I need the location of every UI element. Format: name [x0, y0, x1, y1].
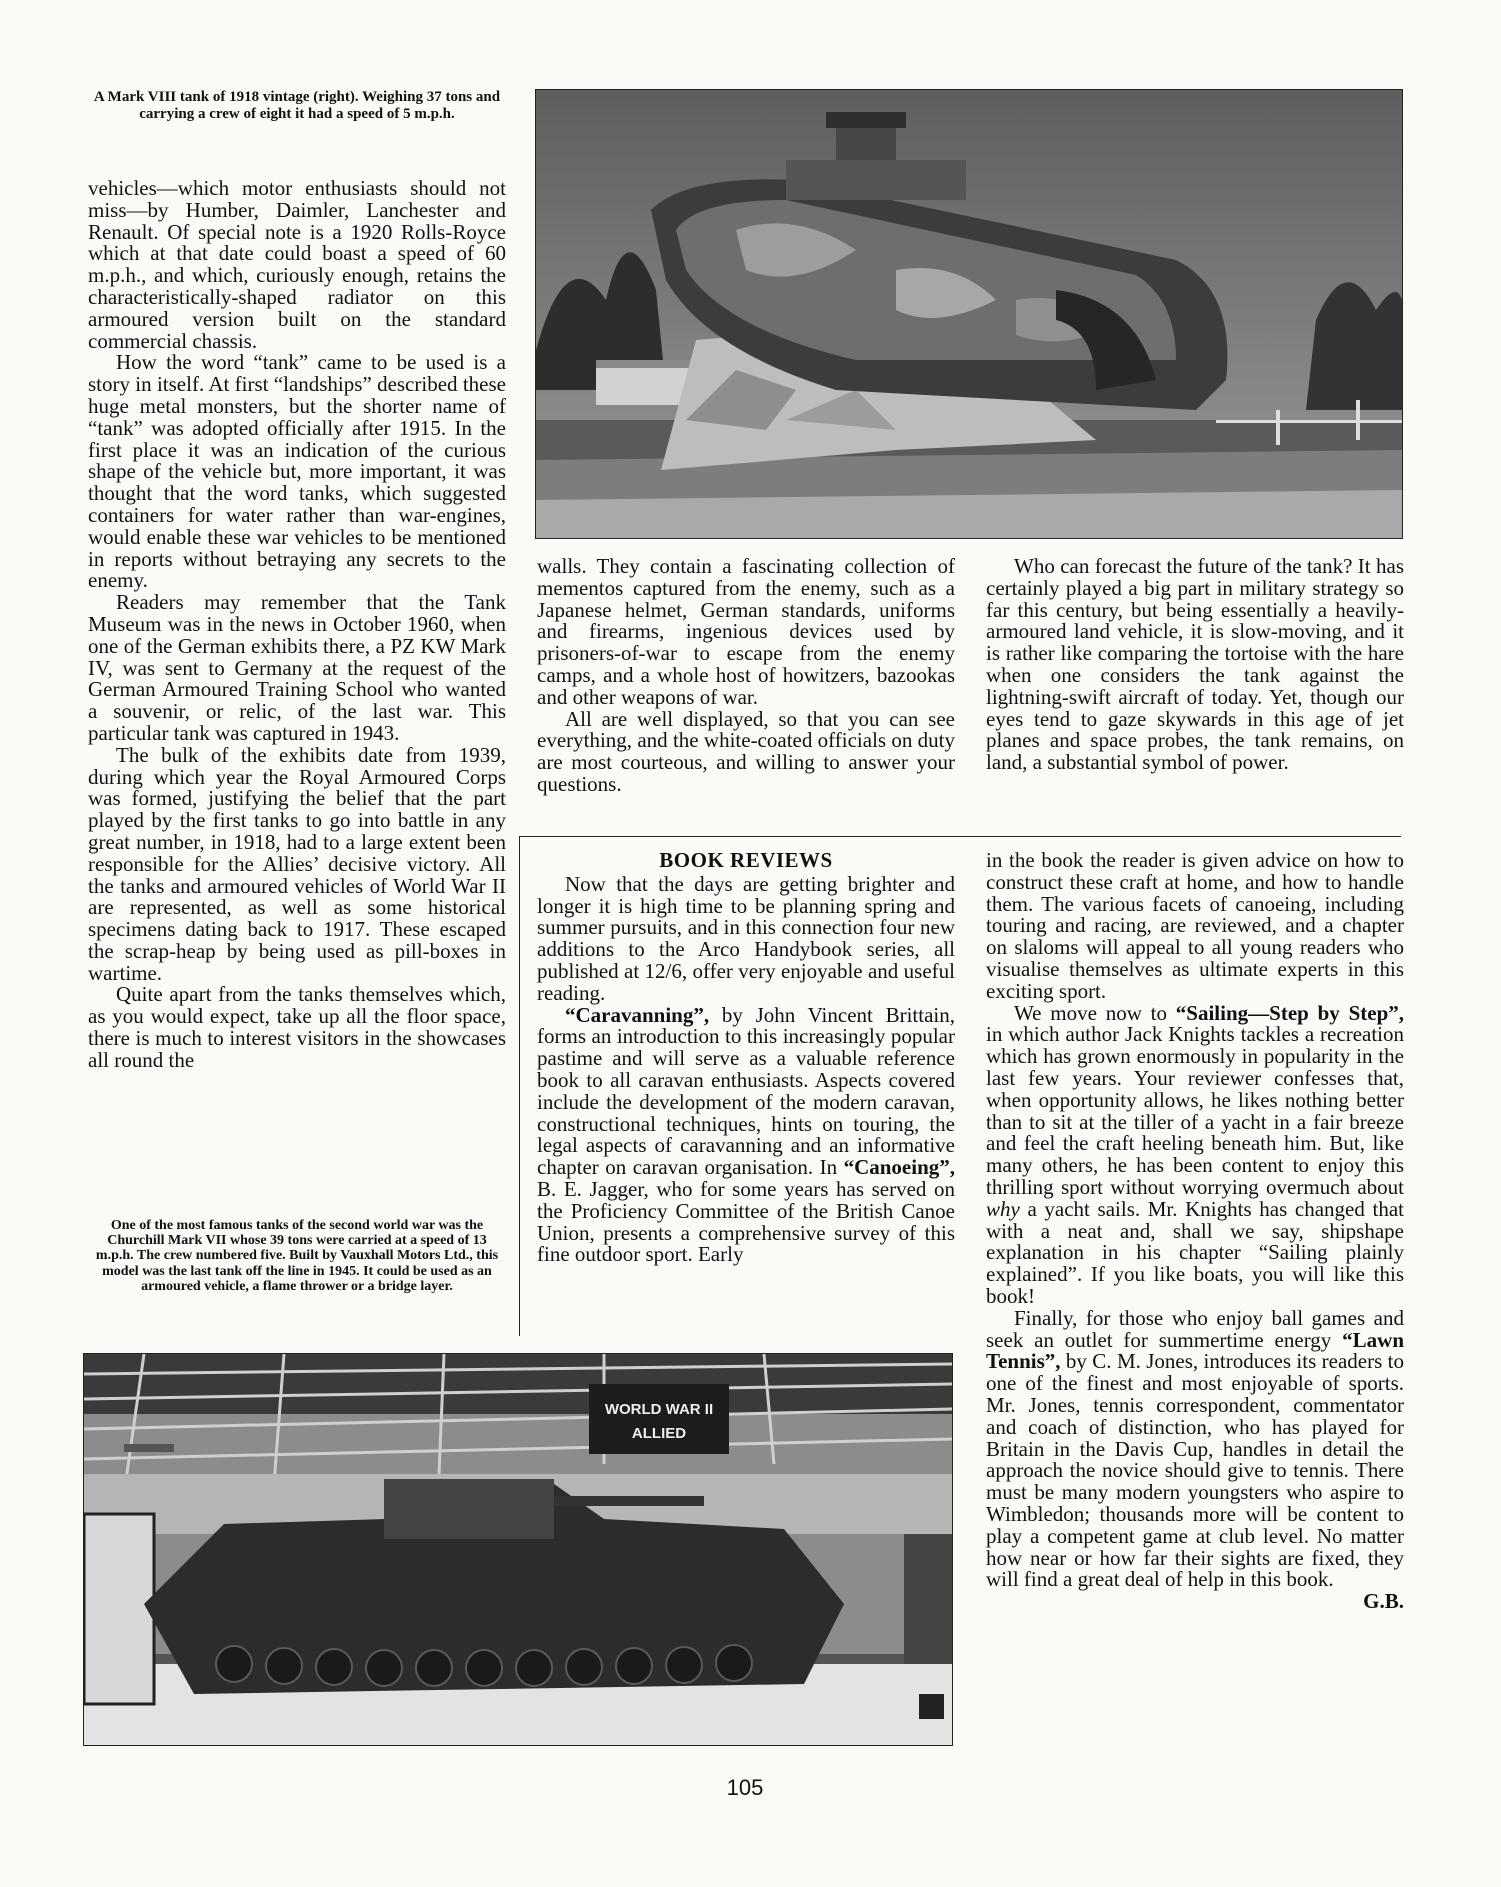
reviewer-signature: G.B.	[1363, 1589, 1404, 1614]
book-title: “Caravanning”,	[565, 1002, 710, 1027]
article-column-3	[986, 556, 1404, 774]
book-title: “Lawn Tennis”,	[986, 1327, 1404, 1374]
review-paragraph-caravanning: “Caravanning”, by John Vincent Brittain, forms an introduction to this increasingly popular pastime and will serve as a valuable reference book to all caravan enthusiasts. Aspects covered include the development of the modern caravan, constructional techniques, hints on touring, the legal aspects of caravanning and an informative chapter on caravan organisation. In “Canoeing”, B. E. Jagger, who for some years has served on the Proficiency Committee of the British Canoe Union, presents a comprehensive survey of this fine outdoor sport. Early	[537, 1002, 955, 1267]
churchill-caption: One of the most famous tanks of the second world war was the Churchill Mark VII whose 39 tons were carried at a speed of 13 m.p.h. The crew numbered five. Built by Vauxhall Motors Ltd., this model was the last tank off the line in 1945. It could be used as an armoured vehicle, a flame thrower or a bridge layer.	[95, 1218, 499, 1294]
article-paragraph: Who can forecast the future of the tank? It has certainly played a big part in military strategy so far this century, but being essentially a heavily-armoured land vehicle, it is slow-moving, and it is rather like comparing the tortoise with the hare when one considers the tank against the lightning-swift aircraft of today. Yet, though our eyes tend to gaze skywards in this age of jet planes and space probes, the tank remains, on land, a substantial symbol of power.	[986, 554, 1404, 775]
review-paragraph-sailing: We move now to “Sailing—Step by Step”, in which author Jack Knights tackles a recreation which has grown enormously in popularity in the last few years. Your reviewer confesses that, when opportunity allows, he likes nothing better than to sit at the tiller of a yacht in a fair breeze and feel the craft heeling beneath him. But, like many others, he has been content to enjoy this thrilling sport without worrying overmuch about why a yacht sails. Mr. Knights has changed that with a neat and, shall we say, shipshape explanation in his chapter “Sailing plainly explained”. If you like boats, you will like this book!	[986, 1000, 1404, 1308]
article-column-1	[88, 178, 506, 1072]
article-paragraph: All are well displayed, so that you can see everything, and the white-coated officials on duty are most courteous, and willing to answer your questions.	[537, 706, 955, 796]
article-paragraph: The bulk of the exhibits date from 1939, during which year the Royal Armoured Corps was formed, justifying the belief that the part played by the first tanks to go into battle in any great number, in 1918, had to a large extent been responsible for the Allies’ decisive victory. All the tanks and armoured vehicles of World War II are represented, as well as some historical specimens dating back to 1917. These escaped the scrap-heap by being used as pill-boxes in wartime.	[88, 742, 506, 985]
sign-text: WORLD WAR II	[604, 1401, 714, 1418]
sign-text: ALLIED	[631, 1425, 687, 1442]
book-reviews-column-3	[986, 850, 1404, 1613]
article-paragraph: walls. They contain a fascinating collection of mementos captured from the enemy, such as a Japanese helmet, German standards, uniforms and firearms, ingenious devices used by prisoners-of-war to escape from the enemy camps, and a whole host of howitzers, bazookas and other weapons of war.	[537, 554, 955, 709]
book-reviews-heading: BOOK REVIEWS	[659, 848, 833, 872]
book-reviews-column-2	[537, 842, 955, 1266]
column-divider	[519, 836, 520, 1336]
article-paragraph: Readers may remember that the Tank Museum was in the news in October 1960, when one of the German exhibits there, a PZ KW Mark IV, was sent to Germany at the request of the German Armoured Training School who wanted a souvenir, or relic, of the last war. This particular tank was captured in 1943.	[88, 590, 506, 745]
churchill-tank-photo	[83, 1353, 953, 1746]
review-paragraph: in the book the reader is given advice on how to construct these craft at home, and how to handle them. The various facets of canoeing, including touring and racing, are reviewed, and a chapter on slaloms will appeal to all young readers who visualise themselves as ultimate experts in this exciting sport.	[986, 848, 1404, 1003]
article-paragraph: How the word “tank” came to be used is a story in itself. At first “landships” described these huge metal monsters, but the shorter name of “tank” was adopted officially after 1915. In the first place it was an indication of the curious shape of the vehicle but, more important, it was thought that the word tanks, which suggested containers for water rather than war-engines, would enable these war vehicles to be mentioned in reports without betraying any secrets to the enemy.	[88, 350, 506, 593]
page-number: 105	[726, 1775, 764, 1800]
article-paragraph: Quite apart from the tanks themselves which, as you would expect, take up all the floor space, there is much to interest visitors in the showcases all round the	[88, 982, 506, 1072]
article-paragraph: vehicles—which motor enthusiasts should not miss—by Humber, Daimler, Lanchester and Renault. Of special note is a 1920 Rolls-Royce which at that date could boast a speed of 60 m.p.h., and which, curiously enough, retains the characteristically-shaped radiator on this armoured version built on the standard commercial chassis.	[88, 176, 506, 353]
mark-viii-tank-photo	[535, 89, 1403, 539]
article-column-2	[537, 556, 955, 796]
mark-viii-caption: A Mark VIII tank of 1918 vintage (right). Weighing 37 tons and carrying a crew of eight it had a speed of 5 m.p.h.	[93, 89, 501, 122]
book-title: “Canoeing”,	[843, 1155, 955, 1180]
review-paragraph: Now that the days are getting brighter and longer it is high time to be planning spring and summer pursuits, and in this connection four new additions to the Arco Handybook series, all published at 12/6, offer very enjoyable and useful reading.	[537, 871, 955, 1005]
review-paragraph-tennis: Finally, for those who enjoy ball games and seek an outlet for summertime energy “Lawn Tennis”, by C. M. Jones, introduces its readers to one of the finest and most enjoyable of sports. Mr. Jones, tennis correspondent, commentator and coach of distinction, who has played for Britain in the Davis Cup, handles in detail the approach the novice should give to tennis. There must be many modern youngsters who aspire to Wimbledon; thousands more will be content to play a competent game at club level. No matter how near or how far their sights are fixed, they will find a great deal of help in this book.	[986, 1305, 1404, 1592]
section-divider	[520, 836, 1401, 837]
book-title: “Sailing—Step by Step”,	[1175, 1000, 1404, 1025]
